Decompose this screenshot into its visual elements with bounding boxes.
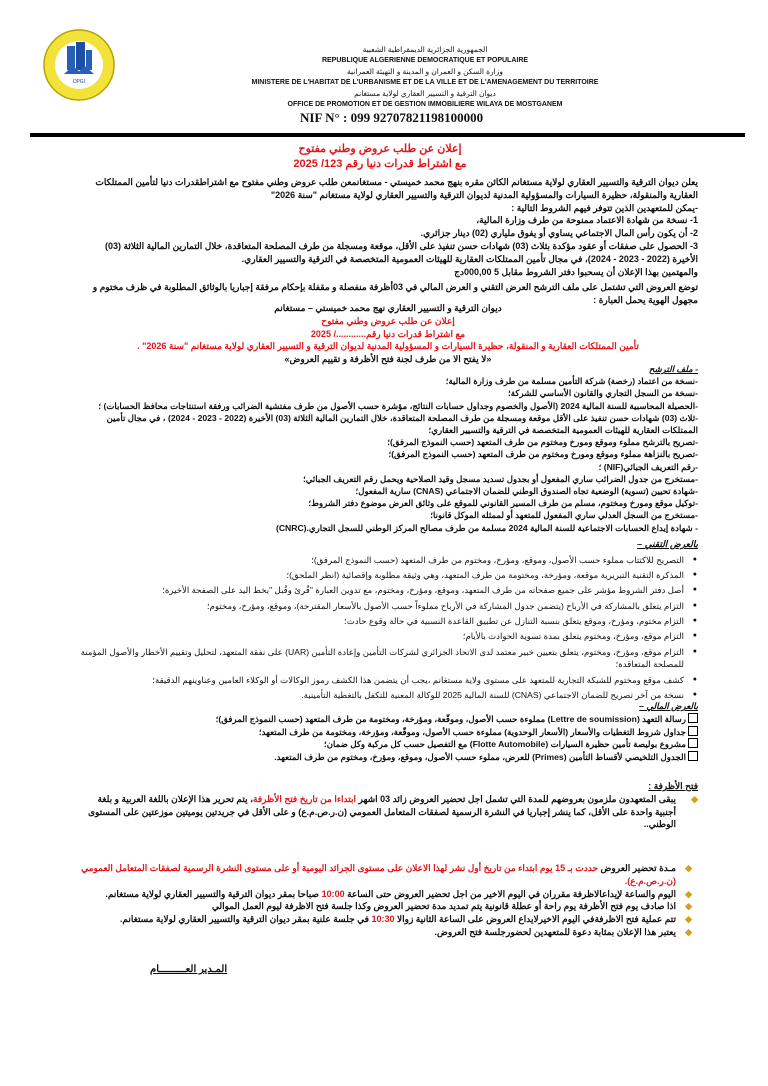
opening-text-red: ابتداءا من تاريخ فتح الأظرفة (253, 793, 356, 804)
candidacy-item: -ثلاث (03) شهادات حسن تنفيذ على الأقل موقعة ومسجلة من طرف المصلحة المتعاقدة، خلال التمارين المالية الثلاثة (03) الأخيرة (2022 - 2023 - 2024) ، في مجال تأمين الممتلكات العقارية للهيئات العمومية المتخصصة في الترقية والتسيير العقاري؛ (106, 412, 698, 436)
announcement-title (180, 142, 580, 172)
financial-section (78, 700, 698, 764)
opening-text: يبقى المتعهدون ملزمون بعروضهم للمدة التي تشمل اجل تحضير العروض زائد 03 اشهر (356, 793, 676, 804)
checkbox-icon (688, 738, 698, 748)
header-ar-ministry: وزارة السكن و العمران و المدينة و التهيئة العمرانية (347, 67, 503, 76)
envelope-subject: تأمين الممتلكات العقارية و المنقولة، حظيرة السيارات و المسؤولية المدنية لديوان الترقية و التسيير العقاري لولاية مستغانم "سنة 2026" . (137, 341, 639, 352)
final-text: يعتبر هذا الإعلان بمثابة دعوة للمتعهدين لحضورجلسة فتح العروض. (434, 926, 676, 937)
technical-item: ● كشف موقع ومختوم للشبكة التجارية للمتعهد على مستوى ولاية مستغانم ،يجب أن يتضمن هذا الكشف رموز الوكالات أو الوكلاء العامين وعناوينهم الدقيقة؛ (78, 674, 684, 687)
financial-item (78, 738, 698, 751)
technical-item: ● التزام موقع، ومؤرخ، ومختوم يتعلق بمدة تسوية الحوادث بالأيام؛ (78, 630, 684, 643)
final-text: مـدة تحضير العروض (598, 863, 676, 873)
opening-section (78, 780, 698, 831)
arrow-bullet-icon: ◆ (685, 863, 692, 873)
header-block (230, 44, 620, 110)
final-text-red: حددت بـ 15 يوم ابتداء من تاريخ أول نشر لهذا الاعلان على مستوى الجرائد اليومية أو على مستوى النشرة الرسمية لصفقات المتعامل العمومي (ن.ر.ص.م.ع). (81, 863, 676, 886)
envelope-label (78, 302, 698, 366)
technical-item: ● التزام موقع، ومؤرخ، ومختوم، يتعلق بتعيين خبير معتمد لدى الاتحاد الجزائري لشركات التأمين وإعادة التأمين (UAR) على نفقة المتعهد، لتحليل وتقييم الأخطار والأصول المؤمنة للمصلحة المتعاقدة؛ (78, 646, 684, 672)
final-text: اذا صادف يوم فتح الأظرفة يوم راحة أو عطلة قانونية يتم تمديد مدة تحضير العروض وكذا جلسة فتح الاظرفة ليوم العمل الموالي (211, 901, 676, 912)
nif-number: NIF N° : 099 92707821198100000 (300, 110, 484, 125)
candidacy-item: -توكيل موقع ومورخ ومختوم، مسلم من طرف المسير القانوني للموقع على وثائق العرض موضوع دفتر الشروط؛ (308, 498, 698, 509)
header-fr-office: OFFICE DE PROMOTION ET DE GESTION IMMOBILIERE WILAYA DE MOSTGANEM (287, 101, 563, 108)
final-text: صباحا بمقر ديوان الترقية والتسيير العقاري لولاية مستغانم. (105, 888, 322, 899)
checkbox-icon (688, 751, 698, 761)
arrow-bullet-icon: ◆ (685, 926, 692, 937)
final-item (78, 888, 692, 901)
financial-item (78, 726, 698, 739)
final-text: اليوم والساعة لإيداعالاظرفة مقرران في اليوم الاخير من اجل تحضير العروض حتى الساعة (344, 888, 676, 899)
intro-conditions: -يمكن للمتعهدين الذين تتوفر فيهم الشروط التالية : (511, 202, 698, 213)
candidacy-item: -نسخة من اعتماد (رخصة) شركة التأمين مسلمة من طرف وزارة المالية؛ (445, 376, 698, 387)
financial-item-text: جداول شروط التغطيات والأسعار (الأسعار الوحدوية) مملوءة حسب الأصول، وموقّعة، ومؤرخة، ومختومة من طرف المتعهد؛ (258, 726, 686, 737)
candidacy-item: -شهادة تحيين (تسوية) الوضعية تجاه الصندوق الوطني للضمان الاجتماعي (CNAS) سارية المفعول؛ (355, 486, 698, 497)
title-line-1: إعلان عن طلب عروض وطني مفتوح (298, 143, 462, 155)
intro-condition-1: 1- نسخة من شهادة الاعتماد ممنوحة من طرف وزارة المالية، (476, 215, 698, 226)
technical-item: ● المذكرة التقنية التبريرية موقعة، ومؤرخة، ومختومة من طرف المتعهد، وهي وثيقة مطلوبة وإقصائية (انظر الملحق)؛ (78, 569, 684, 582)
envelope-line-1: إعلان عن طلب عروض وطني مفتوح (321, 315, 455, 326)
final-text: في جلسة علنية بمقر ديوان الترقية والتسيير العقاري لولاية مستغانم. (119, 914, 372, 925)
arrow-bullet-icon: ◆ (685, 901, 692, 912)
financial-item-text: الجدول التلخيصي لأقساط التأمين (Primes) للعرض، مملوء حسب الأصول، وموقع، ومؤرخ، ومختوم من طرف المتعهد. (274, 752, 686, 763)
title-line-2: مع اشتراط قدرات دنيا رقم 123/ 2025 (293, 158, 467, 170)
intro-paragraph: يعلن ديوان الترقية والتسيير العقاري لولاية مستغانم الكائن مقره بنهج محمد خميستي - مستغانمعن طلب عروض وطني مفتوح مع اشتراطقدرات دنيا لتأمين الممتلكات العقارية والمنقولة، حظيرة السيارات والمسؤولية المدنية لديوان الترقية والتسيير العقاري لولاية مستغانم "سنة 2026" (95, 177, 698, 200)
technical-item: ● التصريح للاكتتاب مملوء حسب الأصول، وموقع، ومؤرخ، ومختوم من طرف المتعهد (حسب النموذج المرفق)؛ (78, 554, 684, 567)
technical-item: ● نسخة من آخر تصريح للضمان الاجتماعي (CNAS) للسنة المالية 2025 للوكالة المعنية للتكفل بالتغطية التأمينية. (78, 689, 684, 702)
intro-section (78, 176, 698, 307)
arrow-bullet-icon: ◆ (685, 914, 692, 925)
final-item (78, 926, 692, 939)
candidacy-section (78, 363, 698, 534)
opgi-logo (42, 28, 116, 102)
intro-condition-2: 2- أن يكون رأس المال الاجتماعي يساوي أو يفوق ملياري (02) دينار جزائري. (420, 228, 698, 239)
deposit-time: 10:00 (321, 888, 345, 899)
envelope-notice: «لا يفتح الا من طرف لجنة فتح الأظرفة و تقييم العروض» (284, 354, 492, 365)
final-item (78, 862, 692, 888)
checkbox-icon (688, 726, 698, 736)
intro-condition-3: 3- الحصول على صفقات أو عقود مؤكدة بثلاث (03) شهادات حسن تنفيذ على الأقل، موقعة ومسجلة من طرف المصلحة المتعاقدة، خلال التمارين المالية الثلاثة (03) الأخيرة (2022 - 2023 - 2024)، في مجال تأمين الممتلكات العقارية للهيئات العمومية المتخصصة في الترقية والتسيير العقاري. (104, 240, 698, 264)
technical-section (78, 538, 698, 704)
final-item (78, 913, 692, 926)
final-item (78, 900, 692, 913)
opening-text-2: ، يتم تحرير هذا الإعلان باللغة العربية و بلغة أجنبية واحدة على الأقل، كما ينشر إجباريا في النشرة الرسمية لصفقات المتعامل العمومي (ن.ر.ص.م.ع) و على الأقل في جريدتين يوميتين موزعتين على المستوى الوطني.. (88, 793, 676, 830)
technical-item: ● التزام مختوم، ومؤرخ، وموقع يتعلق بنسبة التنازل عن تطبيق القاعدة النسبية في حالة وقوع حادث؛ (78, 615, 684, 628)
checkbox-icon (688, 713, 698, 723)
technical-item: ● التزام يتعلق بالمشاركة في الأرباح (يتضمن جدول المشاركة في الأرباح مملوءاً حسب الأصول بالأسعار المقترحة)، وموقع، ومؤرخ، ومختوم؛ (78, 600, 684, 613)
candidacy-item: -نسخة من السجل التجاري والقانون الأساسي للشركة؛ (508, 388, 698, 399)
candidacy-item: -تصريح بالترشح مملوء وموقع ومورخ ومختوم من طرف المتعهد (حسب النموذج المرفق)؛ (387, 437, 698, 448)
candidacy-item: -الحصيلة المحاسبية للسنة المالية 2024 (الأصول والخصوم وجداول حسابات النتائج، مؤشرة حسب الأصول من طرف مفتشية الضرائب ورفقة استنتاجات محافظ الحسابات) ؛ (98, 400, 698, 411)
header-ar-republic: الجمهورية الجزائرية الديمقراطية الشعبية (362, 45, 488, 54)
technical-item: ● أصل دفتر الشروط مؤشر على جميع صفحاته من طرف المتعهد، وموقع، ومؤرخ، ومختوم، مع تدوين العبارة "قُرئ وقُبل "بخط اليد على الصفحة الأخيرة؛ (78, 584, 684, 597)
final-section (78, 862, 698, 939)
svg-text:OPGI: OPGI (72, 79, 86, 85)
intro-submission: توضع العروض التي تشتمل على ملف الترشح العرض التقني و العرض المالي في 03أظرفة منفصلة و مقفلة بإحكام مرفقة إجباريا بالوثائق المطلوبة في ظرف مختوم و مجهول الهوية يحمل العبارة : (92, 282, 698, 306)
candidacy-item: -مستخرج من جدول الضرائب ساري المفعول أو بجدول تسديد مسجل وقيد الصلاحية ويحمل رقم التعريف الجبائي؛ (302, 473, 698, 484)
technical-heading: بالعرض التقني – (637, 539, 698, 549)
financial-item (78, 713, 698, 726)
financial-item-text: رسالة التعهد (Lettre de soumission) مملوءة حسب الأصول، وموقّعة، ومؤرخة، ومختومة من طرف المتعهد (حسب النموذج المرفق)؛ (215, 713, 686, 724)
header-fr-ministry: MINISTERE DE L'HABITAT DE L'URBANISME ET DE LA VILLE ET DE L'AMENAGEMENT DU TERRITOIRE (251, 79, 599, 86)
final-text: تتم عملية فتح الاظرفةفي اليوم الاخيرلايداع العروض على الساعة الثانية زوالا (394, 914, 676, 925)
envelope-office: ديوان الترقية و التسيير العقاري نهج محمد خميستي – مستغانم (274, 303, 502, 313)
envelope-line-2: مع اشتراط قدرات دنيا رقم............/ 2025 (310, 328, 466, 339)
opening-heading: فتح الأظرفة : (648, 781, 698, 791)
header-ar-office: ديوان الترقية و التسيير العقاري لولاية مستغانم (354, 89, 496, 98)
candidacy-item: -رقم التعريف الجبائي(NIF) ؛ (598, 461, 698, 472)
header-fr-republic: REPUBLIQUE ALGERIENNE DEMOCRATIQUE ET POPULAIRE (321, 57, 529, 64)
signature-director: المـدير العـــــــــام (150, 964, 228, 975)
candidacy-item: - شهادة إيداع الحسابات الاجتماعية للسنة المالية 2024 مسلمة من طرف مصالح المركز الوطني للسجل التجاري.(CNRC) (275, 522, 698, 533)
arrow-bullet-icon: ◆ (685, 888, 692, 899)
opening-paragraph (78, 793, 698, 831)
header-divider (30, 133, 745, 137)
candidacy-heading: - ملف الترشح (648, 364, 698, 374)
arrow-bullet-icon: ◆ (691, 793, 698, 804)
financial-heading: بالعرض المالي – (639, 701, 698, 711)
intro-fee: والمهتمين بهذا الإعلان أن يسحبوا دفتر الشروط مقابل 5 000,00دج (454, 266, 698, 277)
financial-item (78, 751, 698, 764)
financial-item-text: مشروع بوليصة تأمين حظيرة السيارات (Flotte Automobile) مع التفصيل حسب كل مركبة وكل ضمان؛ (324, 739, 686, 750)
opening-time: 10:30 (371, 914, 395, 925)
candidacy-item: -مستخرج من السجل العدلي ساري المفعول للمتعهد أو لممثله الموكل قانونا؛ (430, 510, 698, 521)
candidacy-item: -تصريح بالنزاهة مملوء وموقع ومورخ ومختوم من طرف المتعهد (حسب النموذج المرفق)؛ (388, 449, 698, 460)
